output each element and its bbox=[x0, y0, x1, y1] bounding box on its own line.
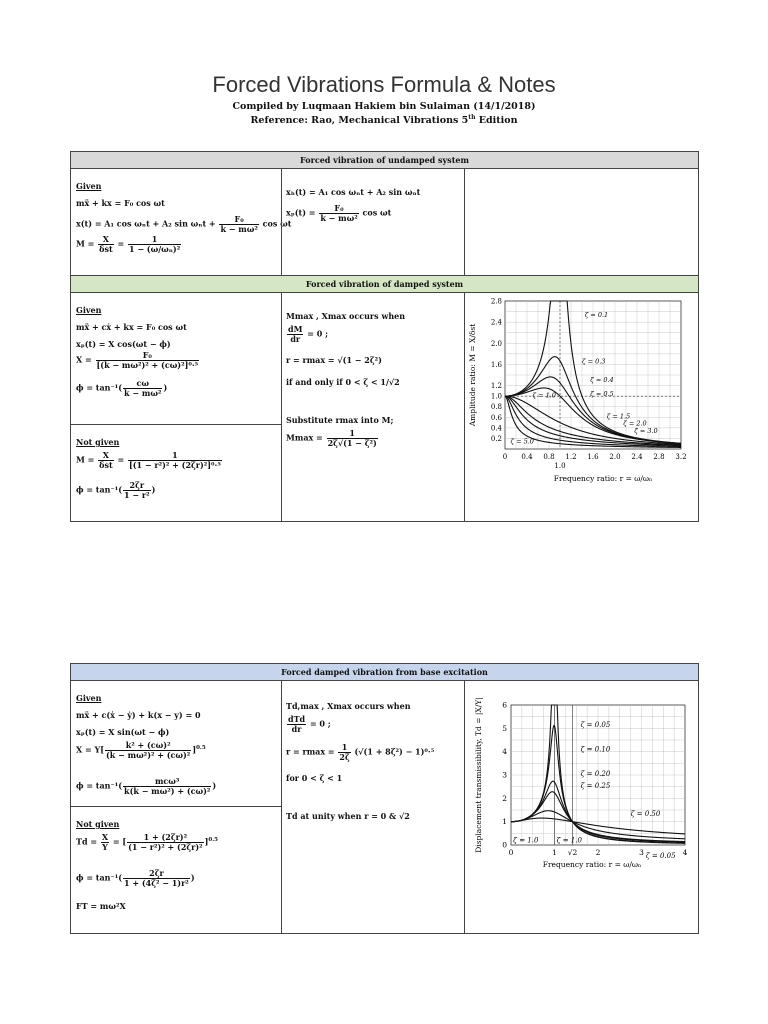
x-tick-label: 4 bbox=[682, 848, 688, 857]
y-tick-label: 1.6 bbox=[490, 360, 502, 369]
base-not-given-cell bbox=[70, 806, 282, 934]
zeta-annotation: ζ = 0.5 bbox=[590, 390, 614, 399]
damped-max-cell bbox=[281, 292, 465, 522]
y-tick-label: 0 bbox=[502, 840, 507, 850]
undamped-empty-cell bbox=[464, 168, 699, 276]
y-tick-label: 0.2 bbox=[490, 434, 502, 443]
x-tick-label: 1.0 bbox=[554, 462, 566, 470]
y-tick-label: 6 bbox=[502, 700, 507, 710]
y-tick-label: 2 bbox=[502, 793, 507, 803]
zeta-annotation: ζ = 5.0 bbox=[510, 437, 534, 446]
amplitude-ratio-svg bbox=[467, 295, 695, 485]
zeta-annotation: ζ = 0.25 bbox=[580, 781, 611, 790]
equation: r = rmax = √(1 − 2ζ²) bbox=[286, 355, 382, 365]
equation: X = Y[ $\frac{\text{k² + (cω)²}}{\text{(k − mω²)² + (cω)²}}$ ]$^{0.5}$ bbox=[76, 740, 206, 760]
x-tick-label: 1.2 bbox=[565, 453, 577, 461]
not-given-label: Not given bbox=[76, 819, 120, 829]
x-tick-label: 2.0 bbox=[609, 453, 621, 461]
y-tick-label: 2.4 bbox=[490, 318, 502, 327]
x-axis-label: Frequency ratio: r = ω/ωₙ bbox=[542, 860, 642, 869]
zeta-annotation: ζ = 3.0 bbox=[634, 427, 658, 436]
zeta-annotation: ζ = 0.3 bbox=[582, 357, 606, 366]
x-tick-label: 3 bbox=[639, 848, 644, 857]
equation: ϕ = tan⁻¹( $\frac{2\zeta r}{\text{1 − r²}}$ ) bbox=[76, 480, 156, 500]
x-tick-label: 1.6 bbox=[587, 453, 599, 461]
undamped-solution-cell bbox=[281, 168, 465, 276]
y-tick-label: 2.8 bbox=[490, 297, 502, 306]
equation: M = $\frac{X}{\text{δst}}$ = $\frac{1}{\text{1 − (ω/ωₙ)²}}$ bbox=[76, 234, 181, 254]
y-tick-label: 4 bbox=[502, 747, 507, 757]
damped-not-given-cell bbox=[70, 424, 282, 522]
y-tick-label: 1.2 bbox=[490, 382, 502, 391]
x-tick-label: √2 bbox=[567, 848, 578, 857]
y-tick-label: 3 bbox=[502, 770, 507, 780]
x-tick-label: 2 bbox=[595, 848, 601, 857]
x-tick-label: 0.4 bbox=[521, 453, 533, 461]
given-label: Given bbox=[76, 693, 102, 703]
equation: $\frac{\text{dTd}}{dr}$ = 0 ; bbox=[288, 714, 331, 734]
zeta-annotation: ζ = 1.0 bbox=[513, 836, 539, 845]
y-tick-label: 0.6 bbox=[490, 413, 502, 422]
given-label: Given bbox=[76, 181, 102, 191]
equation: mẍ + kx = F₀ cos ωt bbox=[76, 198, 165, 208]
x-tick-label: 0 bbox=[502, 453, 508, 461]
equation: $\frac{dM}{dr}$ = 0 ; bbox=[288, 324, 329, 344]
base-chart-cell bbox=[464, 680, 699, 934]
equation: r = rmax = $\frac{1}{2\zeta}$ (√(1 + 8ζ²) − 1)⁰·⁵ bbox=[286, 742, 435, 762]
equation: ϕ = tan⁻¹( $\frac{\text{mcω³}}{\text{k(k − mω²) + (cω)²}}$ ) bbox=[76, 776, 217, 796]
equation: xₚ(t) = X cos(ωt − ϕ) bbox=[76, 339, 171, 349]
reference: Reference: Rao, Mechanical Vibrations 5th Edition bbox=[250, 114, 518, 127]
x-tick-label: 0 bbox=[508, 848, 514, 857]
x-tick-label: 2.8 bbox=[653, 453, 665, 461]
note: if and only if 0 < ζ < 1/√2 bbox=[286, 377, 400, 387]
equation: xₚ(t) = $\frac{\text{F₀}}{\text{k − mω²}}$ cos ωt bbox=[286, 203, 392, 223]
section-undamped-heading: Forced vibration of undamped system bbox=[70, 151, 699, 169]
y-tick-label: 1.0 bbox=[490, 392, 502, 401]
x-tick-label: 2.4 bbox=[631, 453, 643, 461]
damped-given-cell bbox=[70, 292, 282, 425]
base-given-cell bbox=[70, 680, 282, 807]
zeta-annotation: ζ = 2.0 bbox=[623, 419, 647, 428]
note: Substitute rmax into M; bbox=[286, 415, 394, 425]
y-tick-label: 2.0 bbox=[490, 339, 502, 348]
zeta-annotation: ζ = 1.0 bbox=[556, 836, 582, 845]
note: Mmax , Xmax occurs when bbox=[286, 311, 406, 321]
y-tick-label: 1 bbox=[502, 817, 507, 827]
given-label: Given bbox=[76, 305, 102, 315]
zeta-annotation: ζ = 0.05 bbox=[645, 851, 676, 860]
equation: ϕ = tan⁻¹( $\frac{c\omega}{\text{k − mω²}}$ ) bbox=[76, 378, 168, 398]
section-base-heading: Forced damped vibration from base excitation bbox=[70, 663, 699, 681]
y-axis-label: Amplitude ratio: M = X/δst bbox=[468, 323, 477, 427]
base-max-cell bbox=[281, 680, 465, 934]
y-tick-label: 5 bbox=[502, 723, 507, 733]
zeta-annotation: ζ = 0.1 bbox=[584, 310, 609, 319]
note: Td at unity when r = 0 & √2 bbox=[286, 811, 410, 821]
y-tick-label: 0.4 bbox=[490, 424, 502, 433]
equation: x(t) = A₁ cos ωₙt + A₂ sin ωₙt + $\frac{\text{F₀}}{\text{k − mω²}}$ cos ωt bbox=[76, 214, 292, 234]
equation: Mmax = $\frac{1}{\text{2ζ√(1 − ζ²)}}$ bbox=[286, 428, 377, 448]
equation: X = $\frac{\text{F₀}}{\text{[(k − mω²)² + (cω)²]⁰·⁵}}$ bbox=[76, 350, 199, 370]
zeta-annotation: ζ = 0.10 bbox=[580, 745, 611, 754]
zeta-annotation: ζ = 0.20 bbox=[580, 770, 611, 779]
amplitude-ratio-chart bbox=[467, 295, 695, 485]
not-given-label: Not given bbox=[76, 437, 120, 447]
x-tick-label: 3.2 bbox=[675, 453, 687, 461]
compiled-by: Compiled by Luqmaan Hakiem bin Sulaiman (14/1/2018) bbox=[232, 101, 536, 112]
x-tick-label: 0.8 bbox=[543, 453, 555, 461]
equation: M = $\frac{X}{\text{δst}}$ = $\frac{1}{\text{[(1 − r²)² + (2ζr)²]⁰·⁵}}$ bbox=[76, 450, 221, 470]
equation: xₕ(t) = A₁ cos ωₙt + A₂ sin ωₙt bbox=[286, 187, 421, 197]
equation: FT = mω²X bbox=[76, 901, 126, 911]
y-tick-label: 0.8 bbox=[490, 403, 502, 412]
transmissibility-svg bbox=[467, 683, 695, 879]
section-damped-heading: Forced vibration of damped system bbox=[70, 275, 699, 293]
undamped-given-cell bbox=[70, 168, 292, 276]
zeta-annotation: ζ = 0.50 bbox=[630, 809, 661, 818]
equation: xₚ(t) = X sin(ωt − ϕ) bbox=[76, 727, 170, 737]
note: Td,max , Xmax occurs when bbox=[286, 701, 411, 711]
equation: mẍ + c(ẋ − ẏ) + k(x − y) = 0 bbox=[76, 710, 201, 720]
zeta-annotation: ζ = 0.4 bbox=[590, 375, 614, 384]
x-axis-label: Frequency ratio: r = ω/ωₙ bbox=[553, 474, 653, 483]
y-axis-label: Displacement transmissibility, Td = |X/Y| bbox=[474, 697, 483, 853]
page-title: Forced Vibrations Formula & Notes bbox=[212, 72, 556, 97]
equation: ϕ = tan⁻¹( $\frac{2\zeta r}{\text{1 + (4ζ² − 1)r²}}$ ) bbox=[76, 868, 195, 888]
equation: Td = $\frac{X}{Y}$ = [ $\frac{\text{1 + (2ζr)²}}{\text{(1 − r²)² + (2ζr)²}}$ ]$^{0.5}$ bbox=[76, 832, 218, 852]
x-tick-label: 1 bbox=[552, 848, 557, 857]
transmissibility-chart bbox=[467, 683, 695, 879]
equation: mẍ + cẋ + kx = F₀ cos ωt bbox=[76, 322, 187, 332]
zeta-annotation: ζ = 0.05 bbox=[580, 721, 611, 730]
damped-chart-cell bbox=[464, 292, 699, 522]
zeta-annotation: ζ = 1.0 bbox=[532, 391, 556, 400]
zeta-annotation: ζ = 1.5 bbox=[606, 412, 631, 421]
note: for 0 < ζ < 1 bbox=[286, 773, 343, 783]
